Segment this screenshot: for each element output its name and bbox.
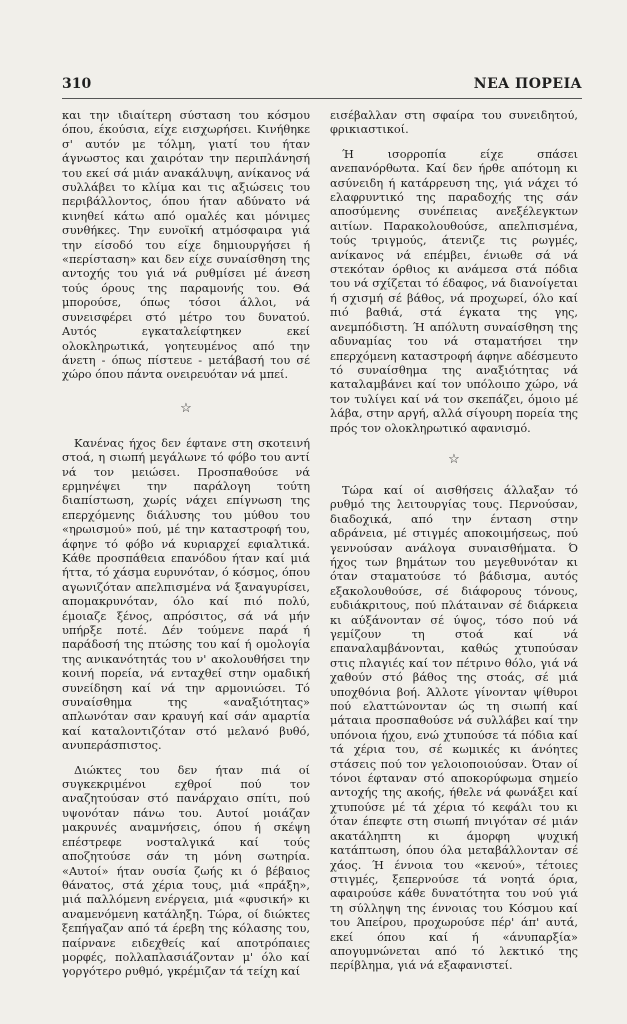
header-rule (62, 98, 582, 99)
left-paragraph-3: Διώκτες του δεν ήταν πιά οί συγκεκριμένοι εχθροί πού τον αναζητούσαν στό πανάρχαιο σπίτι, πού υψονόταν πάνω του. Αυτοί μοιάζαν μακρυνές αναμνήσεις, όπου ή σκέψη επέστρεφε νοσταλγικά καί τούς αποζητούσε σάν τη μόνη σωτηρία. «Αυτοί» ήταν ουσία ζωής κι ό βέβαιος θάνατος, στά χέρια τους, μιά «πράξη», μιά παλλόμενη ενέργεια, μιά «φυσική» κι αναμενόμενη κατάληξη. Τώρα, οί διώκτες ξεπήγαζαν από τά έρεβη της κόλασης του, παίρνανε ειδεχθείς καί αποτρόπαιες μορφές, πολλαπλασιάζονταν μ' όλο καί γοργότερο ρυθμό, γκρέμιζαν τά τείχη καί (62, 762, 310, 979)
right-paragraph-3: Τώρα καί οί αισθήσεις άλλαξαν τό ρυθμό της λειτουργίας τους. Περνούσαν, διαδοχικά, από την ένταση στην αδράνεια, μέ στιγμές αποκοιμήσεως, πού γεννούσαν ανάλογα συναισθήματα. Ό ήχος των βημάτων του μεγεθυνόταν κι όταν σταματούσε τό βάδισμα, αυτός εξακολουθούσε, σέ διάφορους τόνους, ευδιάκριτους, πού πλάταιναν σέ διάρκεια κι αύξάνονταν σέ ύψος, τόσο πού νά γεμίζουν τη στοά καί νά επαναλαμβάνονται, καθώς χτυπούσαν στις πλαγιές καί τον πέτρινο θόλο, γιά νά χαθούν στό βάθος της στοάς, σέ μιά υποχθόνια βοή. Άλλοτε γίνονταν ψίθυροι πού ελαττώνονταν ώς τη σιωπή καί μάταια προσπαθούσε νά συλλάβει καί την υπόνοια ήχου, ενώ χτυπούσε τά πόδια καί τά χέρια του, σέ κωμικές κι άνόητες στάσεις πού τον γελοιοποιούσαν. Όταν οί τόνοι έφταναν στό αποκορύφωμα σημείο αντοχής της ακοής, ήθελε νά φωνάξει καί χτυπούσε μέ τά χέρια τό κεφάλι του κι όταν έπεφτε στη σιωπή πνιγόταν σέ μιάν ακατάληπτη κι άμορφη ψυχική κατάπτωση, όπου όλα μεταβάλλονταν σέ χάος. Ή έννοια του «κενού», τέτοιες στιγμές, ξεπερνούσε τά νοητά όρια, αφαιρούσε κάθε δυνατότητα του νού γιά τη σύλληψη της έννοιας του Κόσμου καί του Άπείρου, προχωρούσε πέρ' άπ' αυτά, εκεί όπου καί ή «άνυπαρξία» απογυμνώνεται από τό λεκτικό της περίβλημα, γιά νά εξαφανιστεί. (330, 482, 578, 973)
left-column (62, 108, 310, 979)
journal-title: ΝΕΑ ΠΟΡΕΙΑ (473, 76, 582, 92)
page-number: 310 (62, 76, 92, 92)
right-paragraph-1: εισέβαλλαν στη σφαίρα του συνειδητού, φρικιαστικοί. (330, 108, 578, 137)
left-paragraph-1: και την ιδιαίτερη σύσταση του κόσμου όπου, έκούσια, είχε εισχωρήσει. Κινήθηκε σ' αυτόν με τόλμη, γιατί του ήταν άγνωστος και χαιρόταν την περιπλάνησή του εκεί σά μιάν ανακάλυψη, ανίκανος νά συλλάβει το κλίμα και τις αξιώσεις του περιβάλλοντος, όπου ήταν αδύνατο νά κινηθεί κάτω από ομαλές και μόνιμες συνθήκες. Την ευνοϊκή ατμόσφαιρα γιά την είσοδό του είχε δημιουργήσει ή «περίσταση» και δεν είχε συναίσθηση της αντοχής του γιά νά ρυθμίσει μέ άνεση τούς όρους της παραμονής του. Θά μπορούσε, όπως τόσοι άλλοι, νά συνεισφέρει στό μέτρο του δυνατού. Αυτός εγκαταλείφτηκεν εκεί ολοκληρωτικά, γοητευμένος από την άνετη - όπως πίστευε - μετάβασή του σέ χώρο όπου πάντα ονειρευόταν νά μπεί. (62, 108, 310, 382)
running-header (62, 76, 582, 94)
right-column (330, 108, 578, 973)
left-paragraph-2: Κανένας ήχος δεν έφτανε στη σκοτεινή στοά, η σιωπή μεγάλωνε τό φόβο του αντί νά τον μειώσει. Προσπαθούσε νά ερμηνέψει την παράλογη τούτη διαπίστωση, χωρίς νάχει επίγνωση της επερχόμενης διάλυσης του μύθου του «ηρωισμού» πού, μέ την καταστροφή του, άφηνε τό φόβο νά κυριαρχεί εφιαλτικά. Κάθε προσπάθεια επανόδου ήταν καί μιά ήττα, τό χάσμα ευρυνόταν, ό κόσμος, όπου αγωνιζόταν απελπισμένα νά ξαναγυρίσει, απομακρυνόταν, όλο καί πιό πολύ, έμοιαζε ξένος, απρόσιτος, σά νά μήν υπήρξε ποτέ. Δέν τούμενε παρά ή παράδοσή της πτώσης του καί ή ομολογία της ανικανότητάς του ν' ακολουθήσει την κοινή πορεία, νά ενταχθεί στην ομαδική συνείδηση καί νά την αρμονιώσει. Τό συναίσθημα της «αναξιότητας» απλωνόταν σαν κραυγή καί σάν αμαρτία καί καταλοντιζόταν στό μελανό βυθό, ανυπεράσπιστος. (62, 435, 310, 753)
section-star-icon: ☆ (180, 400, 192, 416)
right-paragraph-2: Ή ισορροπία είχε σπάσει ανεπανόρθωτα. Καί δεν ήρθε απότομη κι ασύνειδη ή κατάρρευση της, γιά νάχει τό ελαφρυντικό της παραδοχής της σάν αποσύμενης συνέπειας ανεξέλεγκτων αιτίων. Παρακολουθούσε, απελπισμένα, τούς τριγμούς, άτενιζε τις ρωγμές, ανίκανος νά επέμβει, ένιωθε σά νά στεκόταν όρθιος κι ανάμεσα στά πόδια του νά σχίζεται τό έδαφος, νά διανοίγεται ή σχισμή σέ βάθος, νά προχωρεί, όλο καί πιό βαθιά, στά έγκατα της γης, ανεμπόδιστη. Ή απόλυτη συναίσθηση της αδυναμίας του νά σταματήσει την επερχόμενη καταστροφή άφηνε αδέσμευτο τό συναίσθημα της αναξιότητας νά καταλαμβάνει καί τον υπόλοιπο χώρο, νά τον τυλίγει καί νά τον σκεπάζει, όμοιο μέ λάβα, στην αργή, αλλά σίγουρη πορεία της πρός τον ολοκληρωτικό αφανισμό. (330, 146, 578, 435)
section-star-icon-2: ☆ (448, 451, 460, 467)
